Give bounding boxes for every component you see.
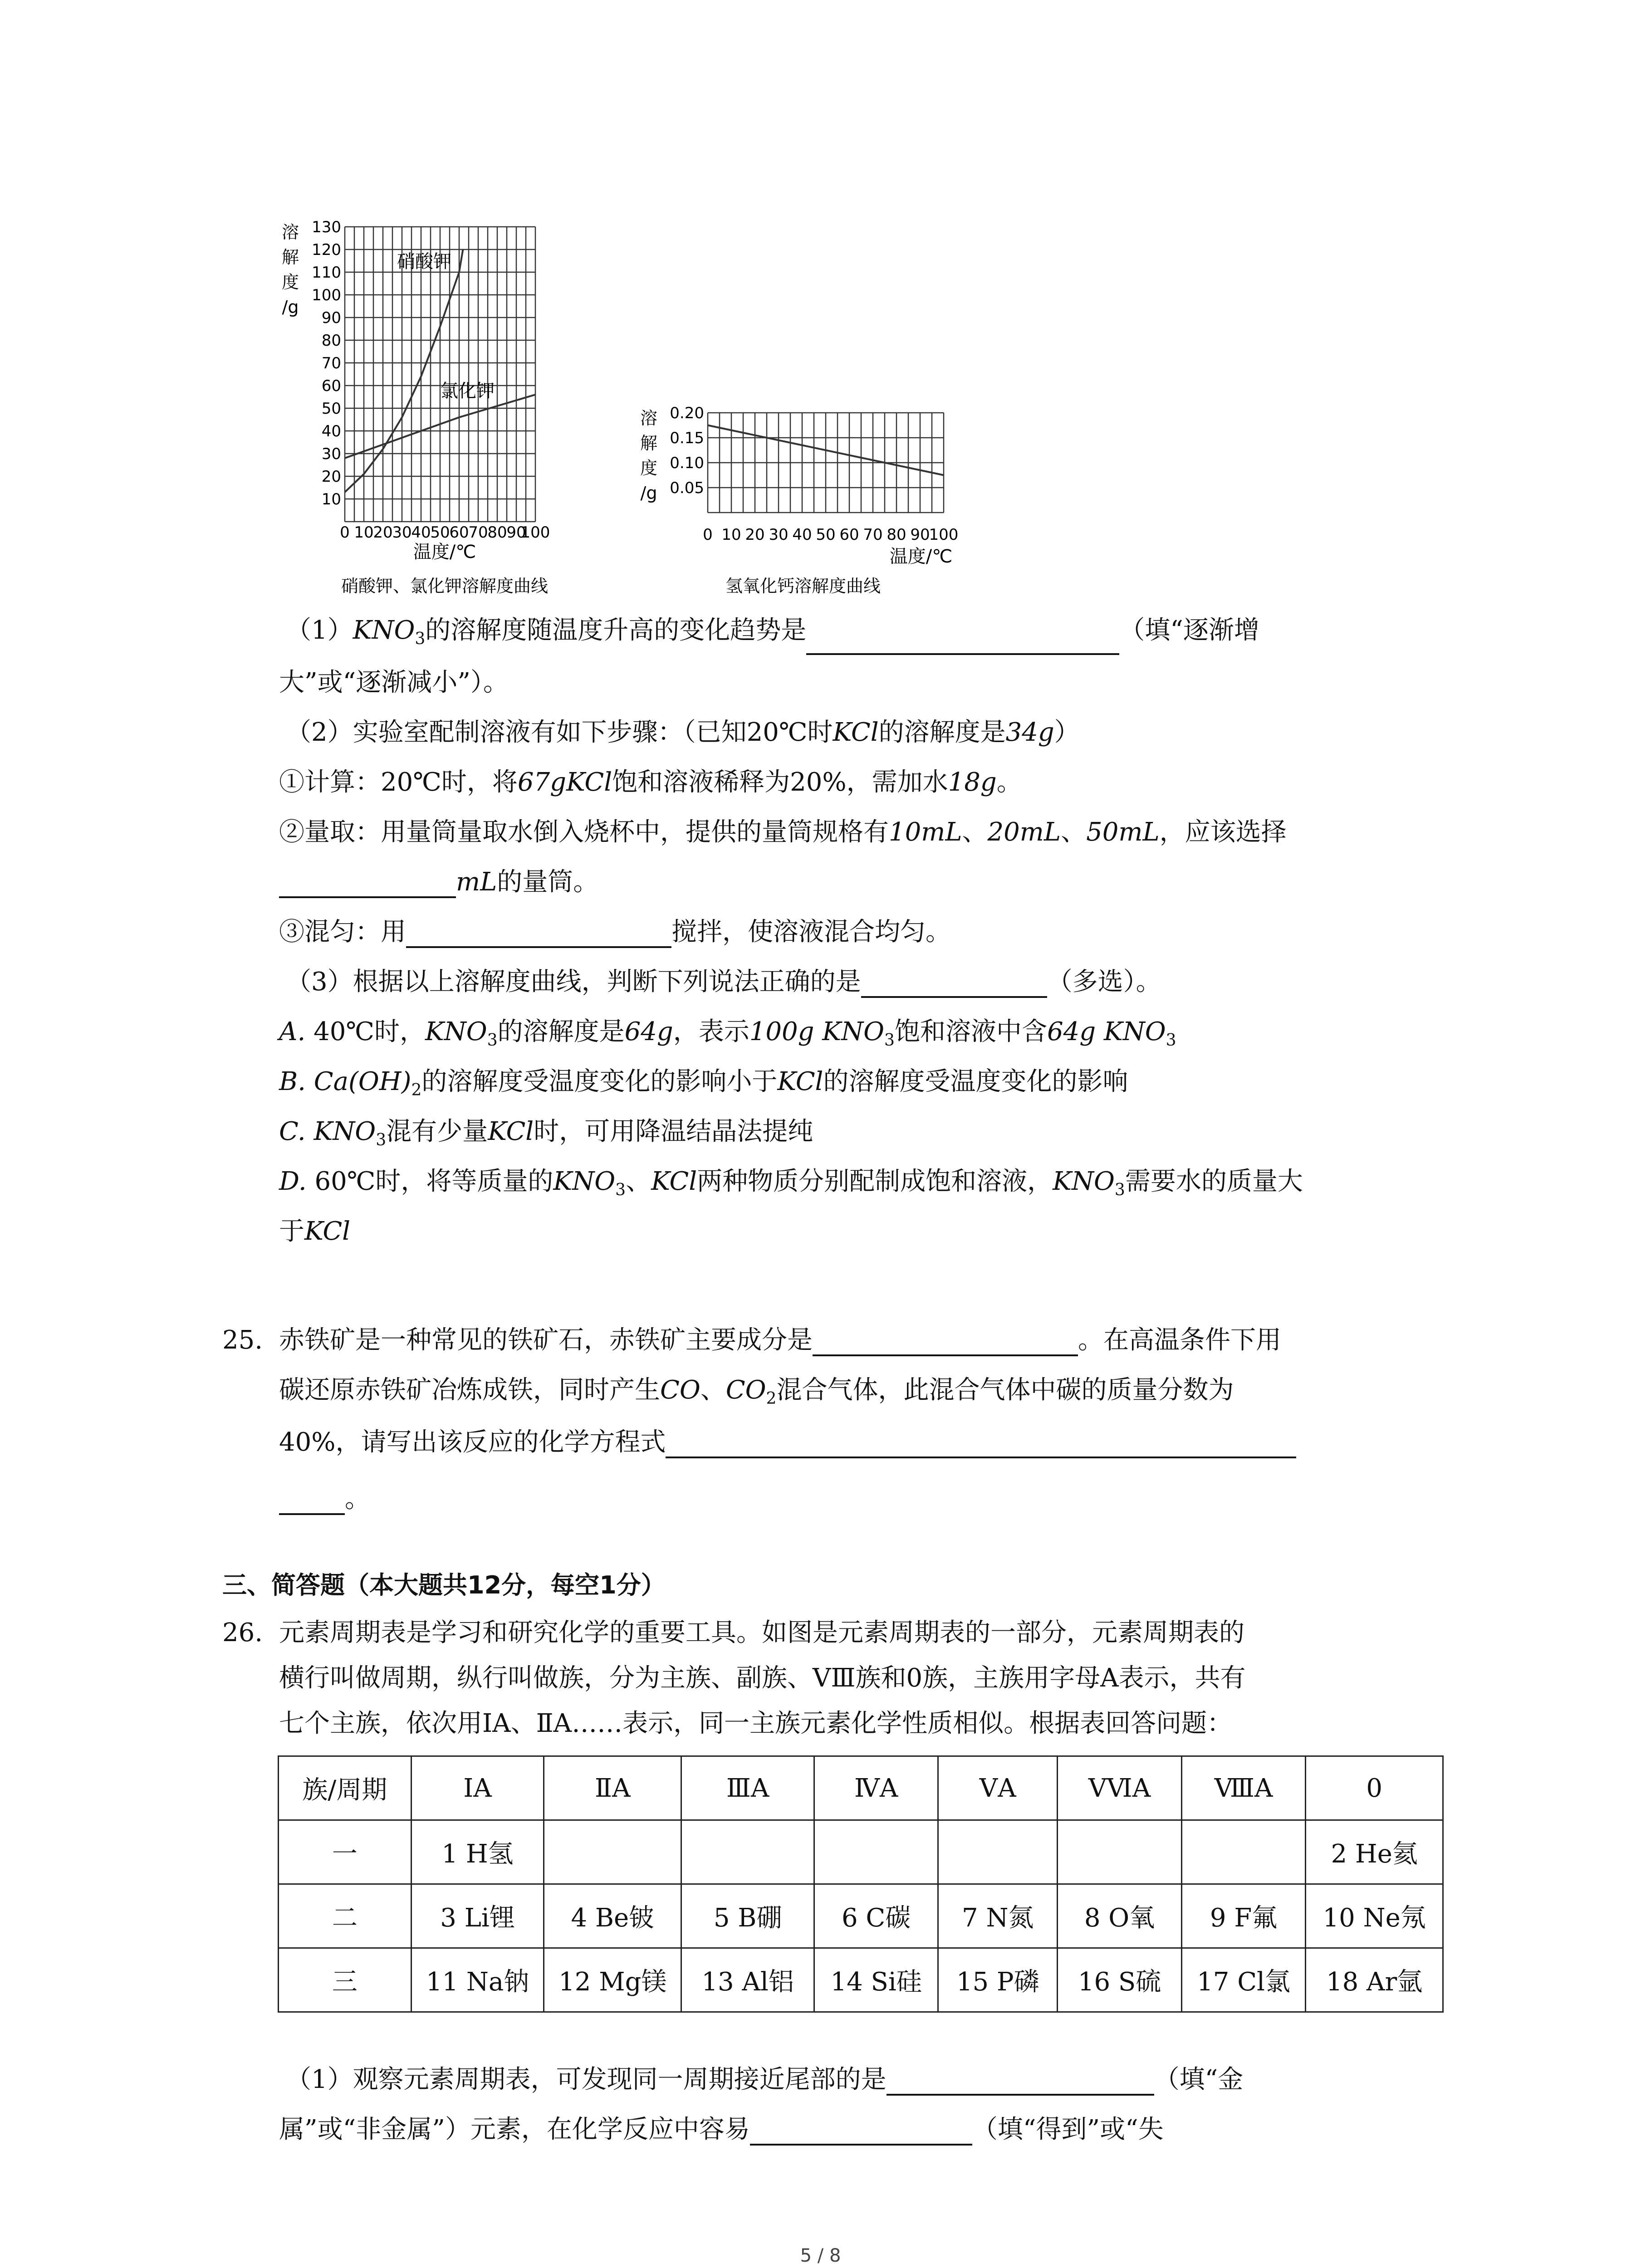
q25-number: 25. [222,1325,263,1355]
table-row [279,1948,1443,2012]
series-line [345,249,463,492]
y-tick-label: 40 [321,422,341,440]
y-tick-labels [670,404,704,497]
chart-caption: 氢氧化钙溶解度曲线 [725,576,881,596]
table-cell: 12 Mg镁 [544,1948,681,2012]
table-cell: 10 Ne氖 [1306,1884,1443,1948]
x-tick-label: 50 [816,526,836,544]
table-row [279,1884,1443,1948]
table-cell [1058,1820,1182,1884]
y-tick-label: 0.20 [670,404,704,422]
x-tick-label: 60 [449,523,469,542]
answer-blank[interactable] [279,871,456,898]
y-tick-label: 50 [321,400,341,418]
y-tick-labels [312,218,341,508]
x-tick-label: 20 [373,523,393,542]
header-cell: ⅧA [1181,1756,1305,1820]
q24-option-a: A. 40℃时，$KNO_3$的溶解度是64g，表示100g $KNO_3$饱和溶液中含64g $KNO_3$ [279,1017,1176,1050]
answer-blank[interactable] [861,971,1047,998]
y-tick-label: 70 [321,354,341,372]
x-tick-label: 30 [392,523,412,542]
y-tick-label: 30 [321,445,341,463]
y-axis-label-char: /g [640,483,657,503]
y-tick-label: 110 [312,264,341,282]
x-axis-label: 温度/℃ [889,546,953,567]
table-cell: 7 N氮 [938,1884,1058,1948]
table-cell: 15 P磷 [938,1948,1058,2012]
table-cell: 二 [279,1884,411,1948]
y-axis-label-char: 溶 [281,222,299,242]
q26-line2: 横行叫做周期，纵行叫做族，分为主族、副族、ⅤⅢ族和0族，主族用字母A表示，共有 [279,1663,1246,1693]
x-tick-label: 70 [863,526,883,544]
q24-part2: （2）实验室配制溶液有如下步骤：（已知20℃时KCl的溶解度是34g） [286,718,1080,747]
table-cell: 16 S硫 [1058,1948,1182,2012]
table-cell [814,1820,938,1884]
q25-line2: 碳还原赤铁矿冶炼成铁，同时产生CO、$CO_2$混合气体，此混合气体中碳的质量分数为 [279,1375,1234,1408]
header-cell: ⅢA [681,1756,814,1820]
y-axis-label-char: 溶 [640,408,658,428]
y-axis-label-char: 解 [281,247,299,267]
y-tick-label: 100 [312,286,341,304]
table-cell: 1 H氢 [411,1820,544,1884]
y-tick-label: 80 [321,332,341,350]
x-tick-label: 40 [792,526,812,544]
x-tick-label: 30 [769,526,789,544]
x-axis-label: 温度/℃ [413,542,476,562]
table-cell [544,1820,681,1884]
header-cell: ⅤA [938,1756,1058,1820]
table-cell: 18 Ar氩 [1306,1948,1443,2012]
table-cell: 三 [279,1948,411,2012]
y-tick-label: 130 [312,218,341,236]
q26-part1-line1: （1）观察元素周期表，可发现同一周期接近尾部的是 （填“金 [286,2064,1243,2096]
table-cell: 6 C碳 [814,1884,938,1948]
table-cell: 4 Be铍 [544,1884,681,1948]
y-axis-label-char: 度 [640,458,658,478]
caoh2-chart [626,399,980,612]
chart-caption: 硝酸钾、氯化钾溶解度曲线 [341,576,549,596]
y-tick-label: 60 [321,377,341,395]
y-tick-label: 120 [312,241,341,259]
page-number: 5 / 8 [800,2245,841,2266]
q25-line4: 。 [279,1483,370,1515]
q24-option-b: B. $Ca(OH)_2$的溶解度受温度变化的影响小于KCl的溶解度受温度变化的影响 [279,1067,1128,1100]
table-header-row [279,1756,1443,1820]
table-cell: 14 Si硅 [814,1948,938,2012]
answer-blank[interactable] [813,1329,1078,1356]
series-label-kcl: 氯化钾 [440,381,495,401]
table-cell [1181,1820,1305,1884]
x-tick-labels [340,523,550,542]
q24-option-d-line1: D. 60℃时，将等质量的$KNO_3$、KCl两种物质分别配制成饱和溶液，$KNO_3$需要水的质量大 [279,1167,1303,1200]
table-cell: 13 Al铝 [681,1948,814,2012]
table-cell: 17 Cl氯 [1181,1948,1305,2012]
table-row [279,1820,1443,1884]
q24-step1: ①计算：20℃时，将67gKCl饱和溶液稀释为20%，需加水18g。 [279,767,1022,797]
q26-line3: 七个主族，依次用ⅠA、ⅡA……表示，同一主族元素化学性质相似。根据表回答问题： [279,1709,1233,1738]
x-tick-label: 80 [487,523,507,542]
x-tick-label: 10 [354,523,374,542]
x-tick-label: 50 [430,523,450,542]
x-tick-label: 0 [340,523,350,542]
x-tick-labels [703,526,958,544]
chart-grid [708,413,944,513]
q24-part1-line1: $(1)KNO_3$的溶解度随温度升高的变化趋势是 （填“逐渐增 [286,615,1259,655]
q26-line1: 元素周期表是学习和研究化学的重要工具。如图是元素周期表的一部分，元素周期表的 [279,1618,1244,1647]
series-label-kno3: 硝酸钾 [397,251,451,272]
x-tick-label: 100 [929,526,959,544]
y-axis-label-char: 解 [640,433,658,453]
y-tick-label: 20 [321,468,341,486]
q25-line1: 赤铁矿是一种常见的铁矿石，赤铁矿主要成分是 。在高温条件下用 [279,1325,1281,1356]
x-tick-label: 20 [745,526,765,544]
q24-option-d-line2: 于KCl [279,1217,351,1246]
q26-part1-line2: 属”或“非金属”）元素，在化学反应中容易 （填“得到”或“失 [279,2114,1164,2146]
y-axis-label [640,408,657,503]
q24-part1-line2: 大”或“逐渐减小”）。 [279,668,509,697]
q25-line3: 40%，请写出该反应的化学方程式 [279,1427,1296,1458]
header-cell: ⅡA [544,1756,681,1820]
section-3-heading: 三、简答题（本大题共12分，每空1分） [222,1571,666,1599]
x-tick-label: 90 [910,526,930,544]
header-cell: ⅣA [814,1756,938,1820]
table-cell: 5 B硼 [681,1884,814,1948]
x-tick-label: 40 [411,523,431,542]
y-axis-label-char: 度 [281,272,299,292]
x-tick-label: 90 [506,523,526,542]
y-tick-label: 90 [321,309,341,327]
answer-blank[interactable] [406,921,671,948]
x-tick-label: 80 [887,526,906,544]
answer-blank[interactable] [666,1431,1296,1458]
table-cell: 11 Na钠 [411,1948,544,2012]
q26-number: 26. [222,1618,263,1647]
answer-blank[interactable] [806,628,1119,655]
x-tick-label: 0 [703,526,713,544]
x-tick-label: 60 [839,526,859,544]
header-cell: ⅤⅥA [1058,1756,1182,1820]
q24-step3: ③混匀：用 搅拌，使溶液混合均匀。 [279,916,951,948]
table-cell [938,1820,1058,1884]
q24-option-c: C. $KNO_3$混有少量KCl时，可用降温结晶法提纯 [279,1117,813,1150]
x-tick-label: 70 [468,523,488,542]
x-tick-label: 10 [721,526,741,544]
y-axis-label [282,222,299,317]
kno3-kcl-chart [272,213,617,612]
q24-part3: （3）根据以上溶解度曲线，判断下列说法正确的是 （多选）。 [286,966,1161,998]
q24-step2-line2: mL的量筒。 [279,866,598,898]
y-tick-label: 0.05 [670,479,704,497]
answer-blank[interactable] [887,2068,1154,2096]
table-cell: 一 [279,1820,411,1884]
periodic-table [278,1755,1444,2013]
x-tick-label: 100 [520,523,550,542]
table-cell: 9 F氟 [1181,1884,1305,1948]
table-cell [681,1820,814,1884]
answer-blank[interactable] [279,1488,345,1515]
y-tick-label: 10 [321,490,341,508]
header-cell: 族/周期 [279,1756,411,1820]
table-cell: 8 O氧 [1058,1884,1182,1948]
y-tick-label: 0.15 [670,429,704,447]
table-cell: 2 He氦 [1306,1820,1443,1884]
answer-blank[interactable] [750,2118,972,2146]
header-cell: ⅠA [411,1756,544,1820]
header-cell: 0 [1306,1756,1443,1820]
q24-step2-line1: ②量取：用量筒量取水倒入烧杯中，提供的量筒规格有10mL、20mL、50mL，应该选择 [279,817,1287,847]
table-cell: 3 Li锂 [411,1884,544,1948]
y-tick-label: 0.10 [670,454,704,472]
y-axis-label-char: /g [282,297,299,317]
